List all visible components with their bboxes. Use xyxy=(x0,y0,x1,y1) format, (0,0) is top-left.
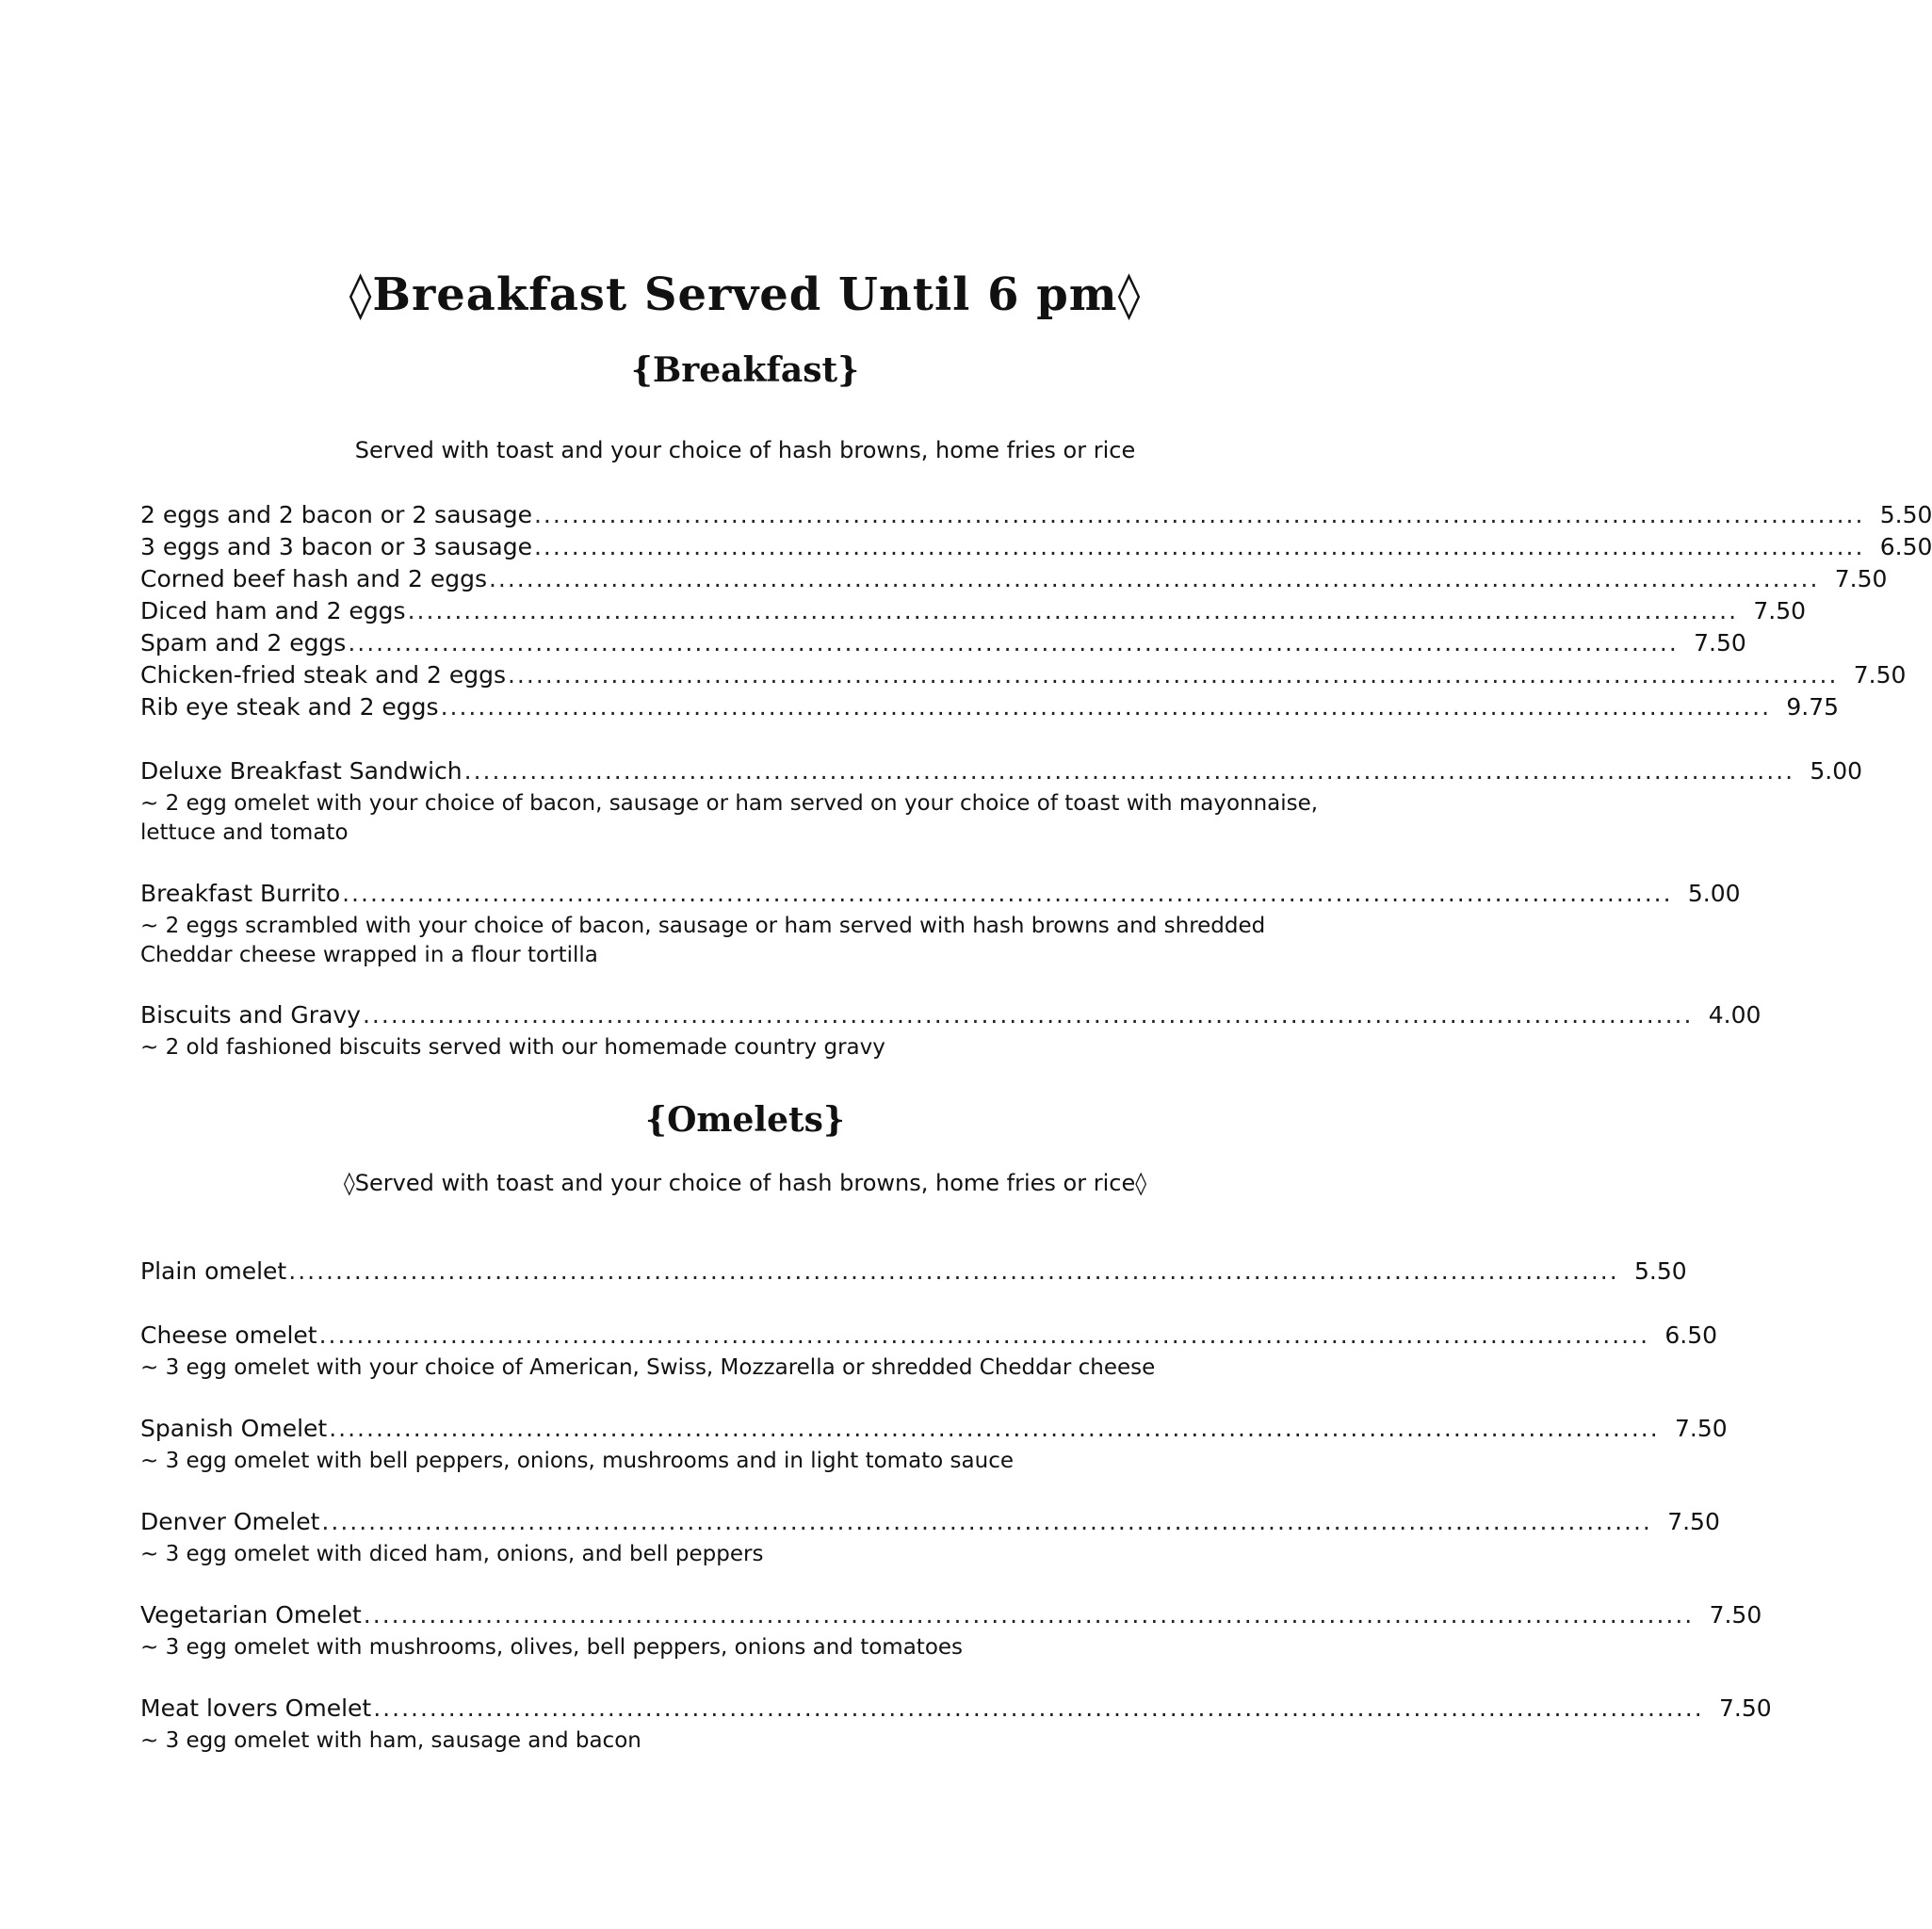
item-name: Breakfast Burrito xyxy=(140,880,341,907)
item-description: ~ 3 egg omelet with ham, sausage and bacon xyxy=(140,1728,641,1753)
dot-leader: .............................................................................................................................................. xyxy=(342,880,1673,907)
dot-leader: .............................................................................................................................................. xyxy=(463,757,1795,785)
item-price: 7.50 xyxy=(1719,1694,1772,1722)
item-name: Denver Omelet xyxy=(140,1508,320,1535)
dot-leader: .............................................................................................................................................. xyxy=(507,661,1839,689)
item-name: Vegetarian Omelet xyxy=(140,1601,362,1629)
item-price: 5.50 xyxy=(1634,1257,1687,1285)
dot-leader: .............................................................................................................................................. xyxy=(318,1321,1650,1349)
dot-leader: .............................................................................................................................................. xyxy=(329,1415,1660,1442)
item-name: Plain omelet xyxy=(140,1257,287,1285)
dot-leader: .............................................................................................................................................. xyxy=(288,1257,1619,1285)
dot-leader: .............................................................................................................................................. xyxy=(407,597,1739,624)
item-name: Chicken-fried steak and 2 eggs xyxy=(140,661,506,689)
item-price: 5.00 xyxy=(1810,757,1863,785)
item-description: ~ 3 egg omelet with diced ham, onions, and bell peppers xyxy=(140,1542,764,1566)
menu-item xyxy=(140,1506,1720,1538)
item-description: ~ 3 egg omelet with mushrooms, olives, bell peppers, onions and tomatoes xyxy=(140,1635,964,1660)
item-price: 6.50 xyxy=(1879,533,1932,560)
item-name: Corned beef hash and 2 eggs xyxy=(140,565,487,592)
item-description: ~ 2 egg omelet with your choice of bacon, sausage or ham served on your choice of toast with mayonnaise, lettuce and tomato xyxy=(140,791,1319,845)
menu-item xyxy=(140,999,1762,1031)
item-name: Diced ham and 2 eggs xyxy=(140,597,406,624)
menu-item xyxy=(140,1599,1762,1631)
menu-item xyxy=(140,691,1840,723)
item-price: 7.50 xyxy=(1694,629,1746,657)
dot-leader: .............................................................................................................................................. xyxy=(488,565,1820,592)
dot-leader: .............................................................................................................................................. xyxy=(363,1601,1695,1629)
dot-leader: .............................................................................................................................................. xyxy=(373,1694,1704,1722)
menu-item xyxy=(140,531,1932,563)
item-price: 7.50 xyxy=(1667,1508,1720,1535)
menu-item xyxy=(140,499,1932,531)
item-description: ~ 2 old fashioned biscuits served with our homemade country gravy xyxy=(140,1035,885,1060)
dot-leader: .............................................................................................................................................. xyxy=(321,1508,1652,1535)
dot-leader: .............................................................................................................................................. xyxy=(362,1001,1694,1029)
menu-item xyxy=(140,595,1807,627)
menu-item xyxy=(140,659,1907,691)
menu-item xyxy=(140,1256,1687,1288)
item-name: Biscuits and Gravy xyxy=(140,1001,361,1029)
item-price: 7.50 xyxy=(1709,1601,1762,1629)
omelets-serving-note: ◊Served with toast and your choice of hash browns, home fries or rice◊ xyxy=(343,1170,1147,1196)
item-price: 5.00 xyxy=(1687,880,1741,907)
menu-item xyxy=(140,755,1863,787)
item-description: ~ 3 egg omelet with your choice of American, Swiss, Mozzarella or shredded Cheddar cheese xyxy=(140,1355,1156,1380)
item-name: Deluxe Breakfast Sandwich xyxy=(140,757,463,785)
item-price: 6.50 xyxy=(1664,1321,1718,1349)
item-name: Spam and 2 eggs xyxy=(140,629,347,657)
section-title-breakfast: {Breakfast} xyxy=(630,350,860,390)
item-description: ~ 3 egg omelet with bell peppers, onions, mushrooms and in light tomato sauce xyxy=(140,1449,1015,1473)
dot-leader: .............................................................................................................................................. xyxy=(440,693,1772,721)
menu-item xyxy=(140,1693,1772,1725)
item-price: 7.50 xyxy=(1753,597,1807,624)
item-price: 7.50 xyxy=(1834,565,1888,592)
breakfast-serving-note: Served with toast and your choice of hash browns, home fries or rice xyxy=(354,437,1136,463)
dot-leader: .............................................................................................................................................. xyxy=(348,629,1679,657)
item-price: 7.50 xyxy=(1853,661,1907,689)
item-price: 5.50 xyxy=(1879,501,1932,528)
menu-item xyxy=(140,878,1741,910)
item-name: Rib eye steak and 2 eggs xyxy=(140,693,439,721)
menu-item xyxy=(140,1320,1718,1352)
item-price: 7.50 xyxy=(1675,1415,1728,1442)
dot-leader: .............................................................................................................................................. xyxy=(533,533,1865,560)
menu-item xyxy=(140,563,1888,595)
menu-item xyxy=(140,627,1746,659)
item-name: 2 eggs and 2 bacon or 2 sausage xyxy=(140,501,532,528)
item-name: 3 eggs and 3 bacon or 3 sausage xyxy=(140,533,532,560)
item-name: Meat lovers Omelet xyxy=(140,1694,372,1722)
menu-item xyxy=(140,1413,1728,1445)
item-name: Cheese omelet xyxy=(140,1321,317,1349)
item-name: Spanish Omelet xyxy=(140,1415,328,1442)
dot-leader: .............................................................................................................................................. xyxy=(533,501,1865,528)
page-title: ◊Breakfast Served Until 6 pm◊ xyxy=(349,268,1142,321)
item-description: ~ 2 eggs scrambled with your choice of bacon, sausage or ham served with hash browns and shredded Cheddar cheese wrapped in a flour tortilla xyxy=(140,914,1266,967)
item-price: 9.75 xyxy=(1786,693,1840,721)
section-title-omelets: {Omelets} xyxy=(644,1100,846,1140)
item-price: 4.00 xyxy=(1708,1001,1762,1029)
